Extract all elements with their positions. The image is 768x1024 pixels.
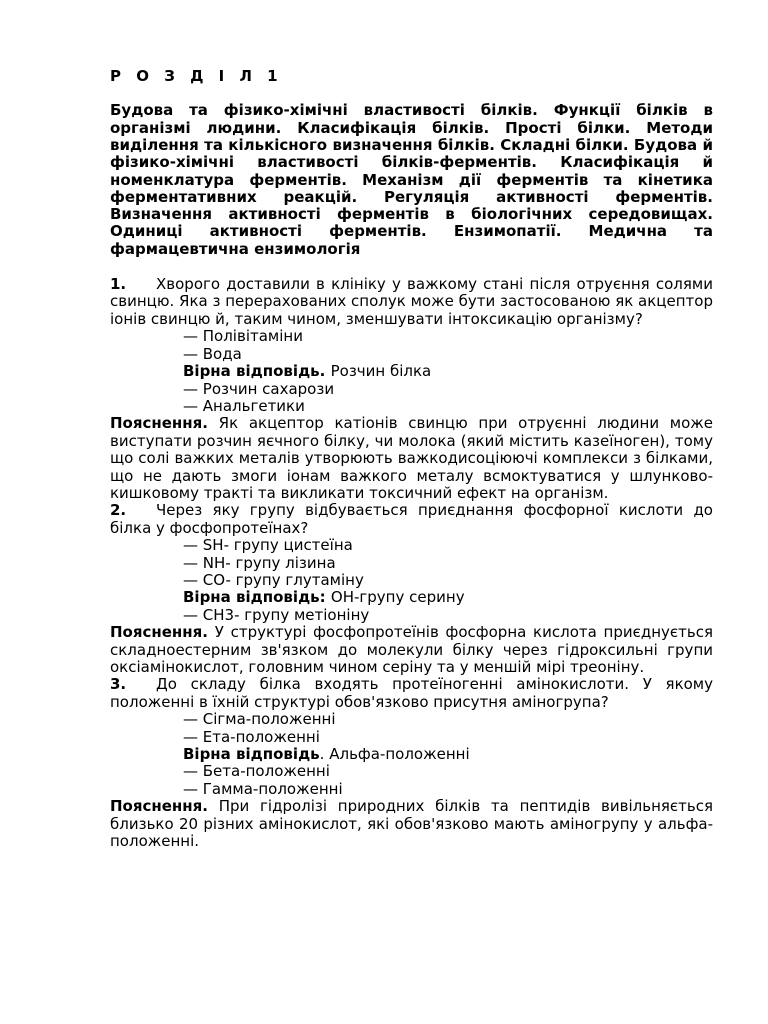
question-block — [110, 676, 713, 850]
explanation-text: При гідролізі природних білків та пептидів вивільняється близько 20 різних амінокислот, які обов'язково мають аміногрупу у альфа-положенні. — [110, 797, 713, 851]
explanation-text: У структурі фосфопротеїнів фосфорна кислота приєднується складноестерним зв'язком до молекули білку через гідроксильні групи оксіамінокислот, головним чином серіну та у меншій мірі треоніну. — [110, 623, 713, 677]
answer-option: — SH- групу цистеїна — [183, 536, 353, 555]
correct-answer-option — [183, 746, 713, 763]
explanation-label: Пояснення. — [110, 414, 208, 433]
document-page — [110, 68, 713, 850]
correct-answer-text: OH-групу серину — [330, 588, 465, 607]
correct-answer-separator: . — [319, 745, 330, 764]
explanation-label: Пояснення. — [110, 623, 208, 642]
answer-option: — Сігма-положенні — [183, 710, 336, 729]
correct-answer-separator: : — [319, 588, 331, 607]
answer-option: — CH3- групу метіоніну — [183, 605, 370, 624]
correct-answer-text: Альфа-положенні — [329, 745, 470, 764]
question-text — [110, 676, 713, 711]
correct-answer-option — [183, 589, 713, 606]
correct-answer-label: Вірна відповідь — [183, 588, 320, 607]
explanation — [110, 798, 713, 850]
explanation-label: Пояснення. — [110, 797, 208, 816]
answer-options — [110, 711, 713, 798]
question-text — [110, 276, 713, 328]
explanation — [110, 624, 713, 676]
answer-option: — Анальгетики — [183, 396, 305, 415]
correct-answer-label: Вірна відповідь — [183, 745, 320, 764]
answer-option: — Полівітаміни — [183, 327, 303, 346]
answer-option: — CO- групу глутаміну — [183, 570, 364, 589]
answer-option: — NH- групу лізина — [183, 553, 336, 572]
question-number: 2. — [110, 501, 127, 520]
explanation-text: Як акцептор катіонів свинцю при отруєнні людини може виступати розчин яєчного білку, чи молока (який містить казеїноген), тому що солі важких металів утворюють важкодисоціюючі комплекси з білками, що не дають змоги іонам важкого металу всмоктуватися у шлунково-кишковому тракті та викликати токсичний ефект на організм. — [110, 414, 713, 502]
answer-option: — Ета-положенні — [183, 727, 320, 746]
answer-option: — Розчин сахарози — [183, 379, 335, 398]
section-heading: Р О З Д І Л 1 — [110, 67, 283, 85]
correct-answer-option — [183, 363, 713, 380]
answer-options — [110, 328, 713, 415]
answer-option: — Бета-положенні — [183, 762, 330, 781]
question-number: 1. — [110, 275, 127, 294]
question-text — [110, 502, 713, 537]
answer-option: — Вода — [183, 344, 242, 363]
chapter-title: Будова та фізико-хімічні властивості білків. Функції білків в організмі людини. Класифікація білків. Прості білки. Методи виділення та кількісного визначення білків. Складні білки. Будова й фізико-хімічні властивості білків-ферментів. Класифікація й номенклатура ферментів. Механізм дії ферментів та кінетика ферментативних реакцій. Регуляція активності ферментів. Визначення активності ферментів в біологічних середовищах. Одиниці активності ферментів. Ензимопатії. Медична та фармацевтична ензимологія — [110, 101, 713, 258]
answer-option: — Гамма-положенні — [183, 779, 343, 798]
question-block — [110, 276, 713, 502]
question-number: 3. — [110, 675, 127, 694]
question-body: До складу білка входять протеїногенні амінокислоти. У якому положенні в їхній структурі обов'язково присутня аміногрупа? — [110, 675, 713, 711]
question-body: Хворого доставили в клініку у важкому стані після отруєння солями свинцю. Яка з перерахованих сполук може бути застосованою як акцептор іонів свинцю й, таким чином, зменшувати інтоксикацію організму? — [110, 275, 713, 328]
correct-answer-separator: . — [319, 362, 331, 381]
answer-options — [110, 537, 713, 624]
correct-answer-label: Вірна відповідь — [183, 362, 320, 381]
question-block — [110, 502, 713, 676]
explanation — [110, 415, 713, 502]
correct-answer-text: Розчин білка — [330, 362, 432, 381]
question-body: Через яку групу відбувається приєднання фосфорної кислоти до білка у фосфопротеїнах? — [110, 501, 713, 537]
